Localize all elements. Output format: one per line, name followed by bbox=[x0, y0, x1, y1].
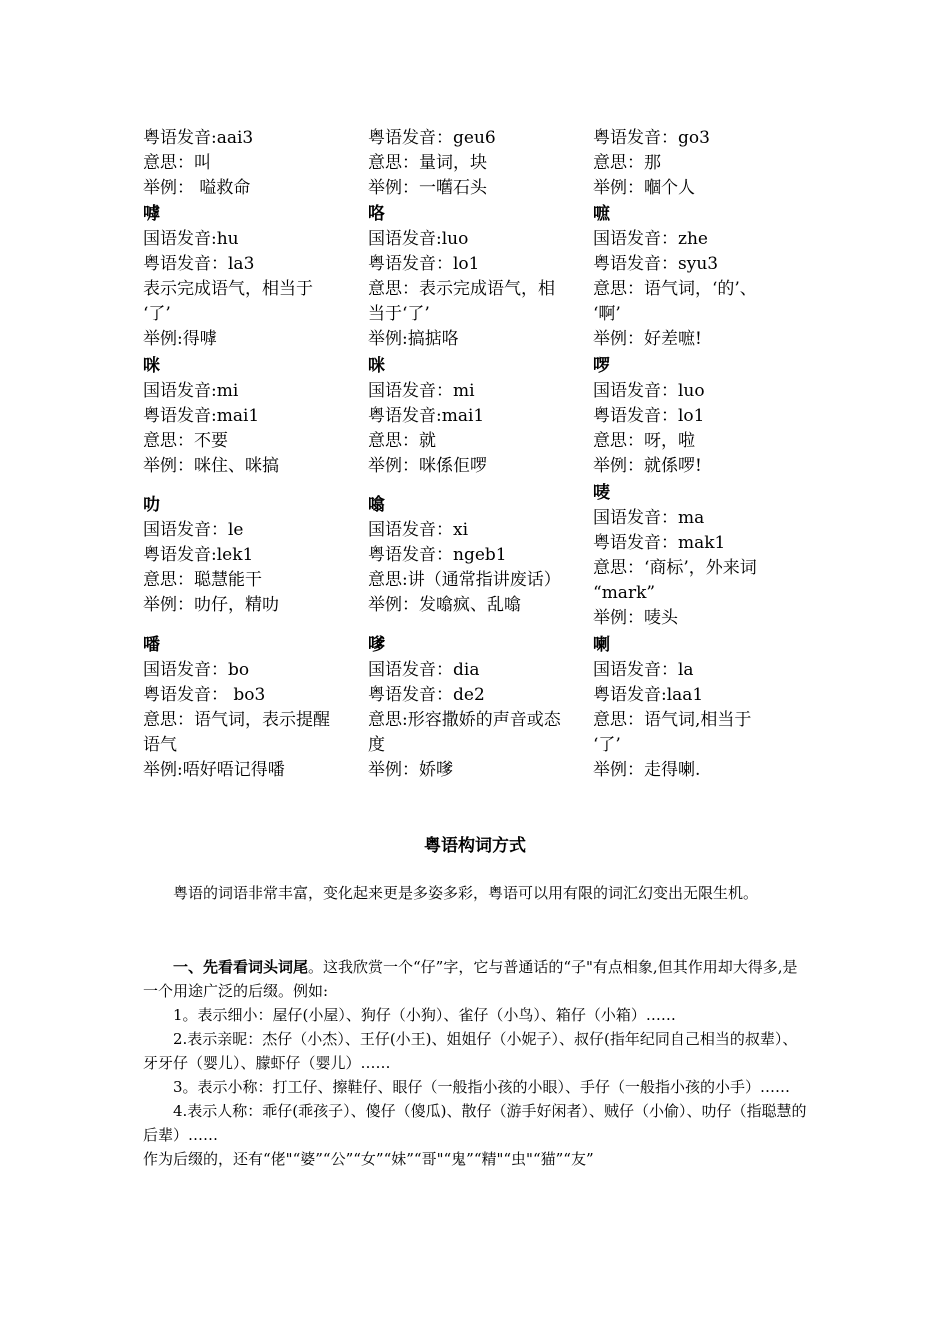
entry-line: 举例:唔好唔记得噃 bbox=[143, 760, 285, 780]
entry-line: 意思：呀，啦 bbox=[593, 431, 695, 451]
section-title: 粤语构词方式 bbox=[424, 836, 526, 856]
entry-line: 意思：语气词，‘的’、 bbox=[593, 279, 757, 299]
entry-block bbox=[143, 202, 367, 352]
entry-line: 语气 bbox=[143, 735, 177, 755]
entry-line: 举例： 嗌救命 bbox=[143, 178, 251, 198]
entry-line: 国语发音：mi bbox=[368, 381, 475, 401]
entry-line: 举例:搞掂咯 bbox=[368, 329, 459, 349]
entry-line: 粤语发音： bo3 bbox=[143, 685, 266, 705]
entry-heading: 啰 bbox=[593, 356, 610, 376]
entry-block bbox=[368, 493, 592, 618]
entry-line: 国语发音：luo bbox=[593, 381, 705, 401]
entry-line: 粤语发音:aai3 bbox=[143, 128, 254, 148]
entry-block bbox=[143, 126, 367, 201]
entry-line: ‘啊’ bbox=[593, 304, 621, 324]
entry-line: 国语发音：bo bbox=[143, 660, 250, 680]
entry-line: 意思:形容撒娇的声音或态 bbox=[368, 710, 561, 730]
entry-block bbox=[368, 354, 592, 479]
entry-heading: 噏 bbox=[368, 495, 385, 515]
entry-heading: 嘑 bbox=[143, 204, 160, 224]
entry-line: 粤语发音：mak1 bbox=[593, 533, 726, 553]
closing-line: 作为后缀的，还有“佬"“婆”“公”“女”“妹”“哥"“鬼”“精"“虫"“猫”“友” bbox=[143, 1150, 594, 1168]
entry-line: 意思：就 bbox=[368, 431, 436, 451]
entry-line: 表示完成语气，相当于 bbox=[143, 279, 313, 299]
entry-line: 举例：好差嗻! bbox=[593, 329, 702, 349]
entry-line: 意思：语气词,相当于 bbox=[593, 710, 752, 730]
entry-line: 度 bbox=[368, 735, 385, 755]
entry-heading: 噃 bbox=[143, 635, 160, 655]
entry-block bbox=[593, 354, 817, 479]
entry-heading: 嗻 bbox=[593, 204, 610, 224]
entry-block bbox=[143, 493, 367, 618]
entry-line: 国语发音：la bbox=[593, 660, 694, 680]
paragraph-1 bbox=[143, 955, 808, 1003]
entry-heading: 叻 bbox=[143, 495, 160, 515]
entry-line: 意思：不要 bbox=[143, 431, 228, 451]
entry-line: 国语发音：xi bbox=[368, 520, 469, 540]
entry-line: “mark” bbox=[593, 583, 656, 603]
list-item: 3。表示小称：打工仔、擦鞋仔、眼仔（一般指小孩的小眼）、手仔（一般指小孩的小手）…… bbox=[173, 1078, 791, 1096]
entry-heading: 喇 bbox=[593, 635, 610, 655]
entry-line: 粤语发音:lek1 bbox=[143, 545, 254, 565]
entry-line: 举例：走得喇. bbox=[593, 760, 701, 780]
entry-block bbox=[368, 633, 592, 783]
entry-line: 意思：那 bbox=[593, 153, 661, 173]
entry-block bbox=[368, 126, 592, 201]
entry-line: 当于‘了’ bbox=[368, 304, 430, 324]
entry-line: 意思：表示完成语气，相 bbox=[368, 279, 555, 299]
entry-block bbox=[143, 633, 367, 783]
word-formation-section bbox=[143, 955, 808, 1171]
entry-line: 粤语发音：syu3 bbox=[593, 254, 719, 274]
entry-heading: 嗲 bbox=[368, 635, 385, 655]
entry-line: 粤语发音:mai1 bbox=[143, 406, 260, 426]
list-item: 1。表示细小：屋仔(小屋）、狗仔（小狗）、雀仔（小鸟）、箱仔（小箱）…… bbox=[173, 1006, 676, 1024]
entry-line: 粤语发音：geu6 bbox=[368, 128, 496, 148]
entry-line: 粤语发音：la3 bbox=[143, 254, 255, 274]
entry-line: 举例：嗰个人 bbox=[593, 178, 695, 198]
entry-line: 举例：咪住、咪搞 bbox=[143, 456, 279, 476]
entry-line: 粤语发音：lo1 bbox=[593, 406, 705, 426]
entry-line: 举例：就係啰! bbox=[593, 456, 702, 476]
entry-line: 国语发音:mi bbox=[143, 381, 239, 401]
entry-line: 国语发音：ma bbox=[593, 508, 705, 528]
entry-line: 国语发音：zhe bbox=[593, 229, 708, 249]
entry-line: 举例：发噏疯、乱噏 bbox=[368, 595, 521, 615]
paragraph-1-heading: 一、先看看词头词尾 bbox=[173, 958, 309, 976]
entry-block bbox=[593, 481, 817, 631]
entry-heading: 唛 bbox=[593, 483, 610, 503]
entry-line: 意思：量词，块 bbox=[368, 153, 487, 173]
entry-line: ‘了’ bbox=[143, 304, 171, 324]
entry-line: 意思：叫 bbox=[143, 153, 211, 173]
entry-line: 举例:得嘑 bbox=[143, 329, 217, 349]
entry-line: 意思：‘商标’，外来词 bbox=[593, 558, 757, 578]
entry-line: 粤语发音:laa1 bbox=[593, 685, 704, 705]
entry-line: 国语发音：dia bbox=[368, 660, 480, 680]
entry-block bbox=[593, 126, 817, 201]
entry-line: 粤语发音：lo1 bbox=[368, 254, 480, 274]
entry-block bbox=[593, 202, 817, 352]
entry-line: 粤语发音：ngeb1 bbox=[368, 545, 507, 565]
entry-line: 意思：语气词，表示提醒 bbox=[143, 710, 330, 730]
entry-line: 国语发音：le bbox=[143, 520, 244, 540]
paragraph-1-text: 。这我欣赏一个“仔”字，它与普通话的“子"有点相象,但其作用却大得多,是一个用途广泛的后缀。例如: bbox=[143, 958, 798, 1000]
entry-line: 举例：娇嗲 bbox=[368, 760, 453, 780]
entry-line: 举例：唛头 bbox=[593, 608, 678, 628]
entry-line: 粤语发音：de2 bbox=[368, 685, 485, 705]
intro-text: 粤语的词语非常丰富，变化起来更是多姿多彩，粤语可以用有限的词汇幻变出无限生机。 bbox=[173, 884, 759, 902]
entry-line: 粤语发音：go3 bbox=[593, 128, 710, 148]
list-item: 2.表示亲昵：杰仔（小杰）、王仔(小王)、姐姐仔（小妮子）、叔仔(指年纪同自己相当的叔辈）、牙牙仔（婴儿）、朦虾仔（婴儿）…… bbox=[143, 1030, 798, 1072]
entry-line: 意思：聪慧能干 bbox=[143, 570, 262, 590]
entry-block bbox=[368, 202, 592, 352]
list-item: 4.表示人称：乖仔(乖孩子）、傻仔（傻瓜)、散仔（游手好闲者）、贼仔（小偷）、叻仔（指聪慧的后辈）…… bbox=[143, 1102, 807, 1144]
entry-line: 国语发音:luo bbox=[368, 229, 469, 249]
entry-block bbox=[143, 354, 367, 479]
entry-line: 国语发音:hu bbox=[143, 229, 239, 249]
entry-heading: 咯 bbox=[368, 204, 385, 224]
entry-line: 意思:讲（通常指讲废话） bbox=[368, 570, 561, 590]
entry-line: 举例：一嚿石头 bbox=[368, 178, 487, 198]
entry-line: 粤语发音:mai1 bbox=[368, 406, 485, 426]
entry-block bbox=[593, 633, 817, 783]
entry-heading: 咪 bbox=[368, 356, 385, 376]
entry-line: 举例：叻仔，精叻 bbox=[143, 595, 279, 615]
entry-line: ‘了’ bbox=[593, 735, 621, 755]
entry-line: 举例：咪係佢啰 bbox=[368, 456, 487, 476]
entry-heading: 咪 bbox=[143, 356, 160, 376]
intro-paragraph bbox=[143, 881, 808, 905]
